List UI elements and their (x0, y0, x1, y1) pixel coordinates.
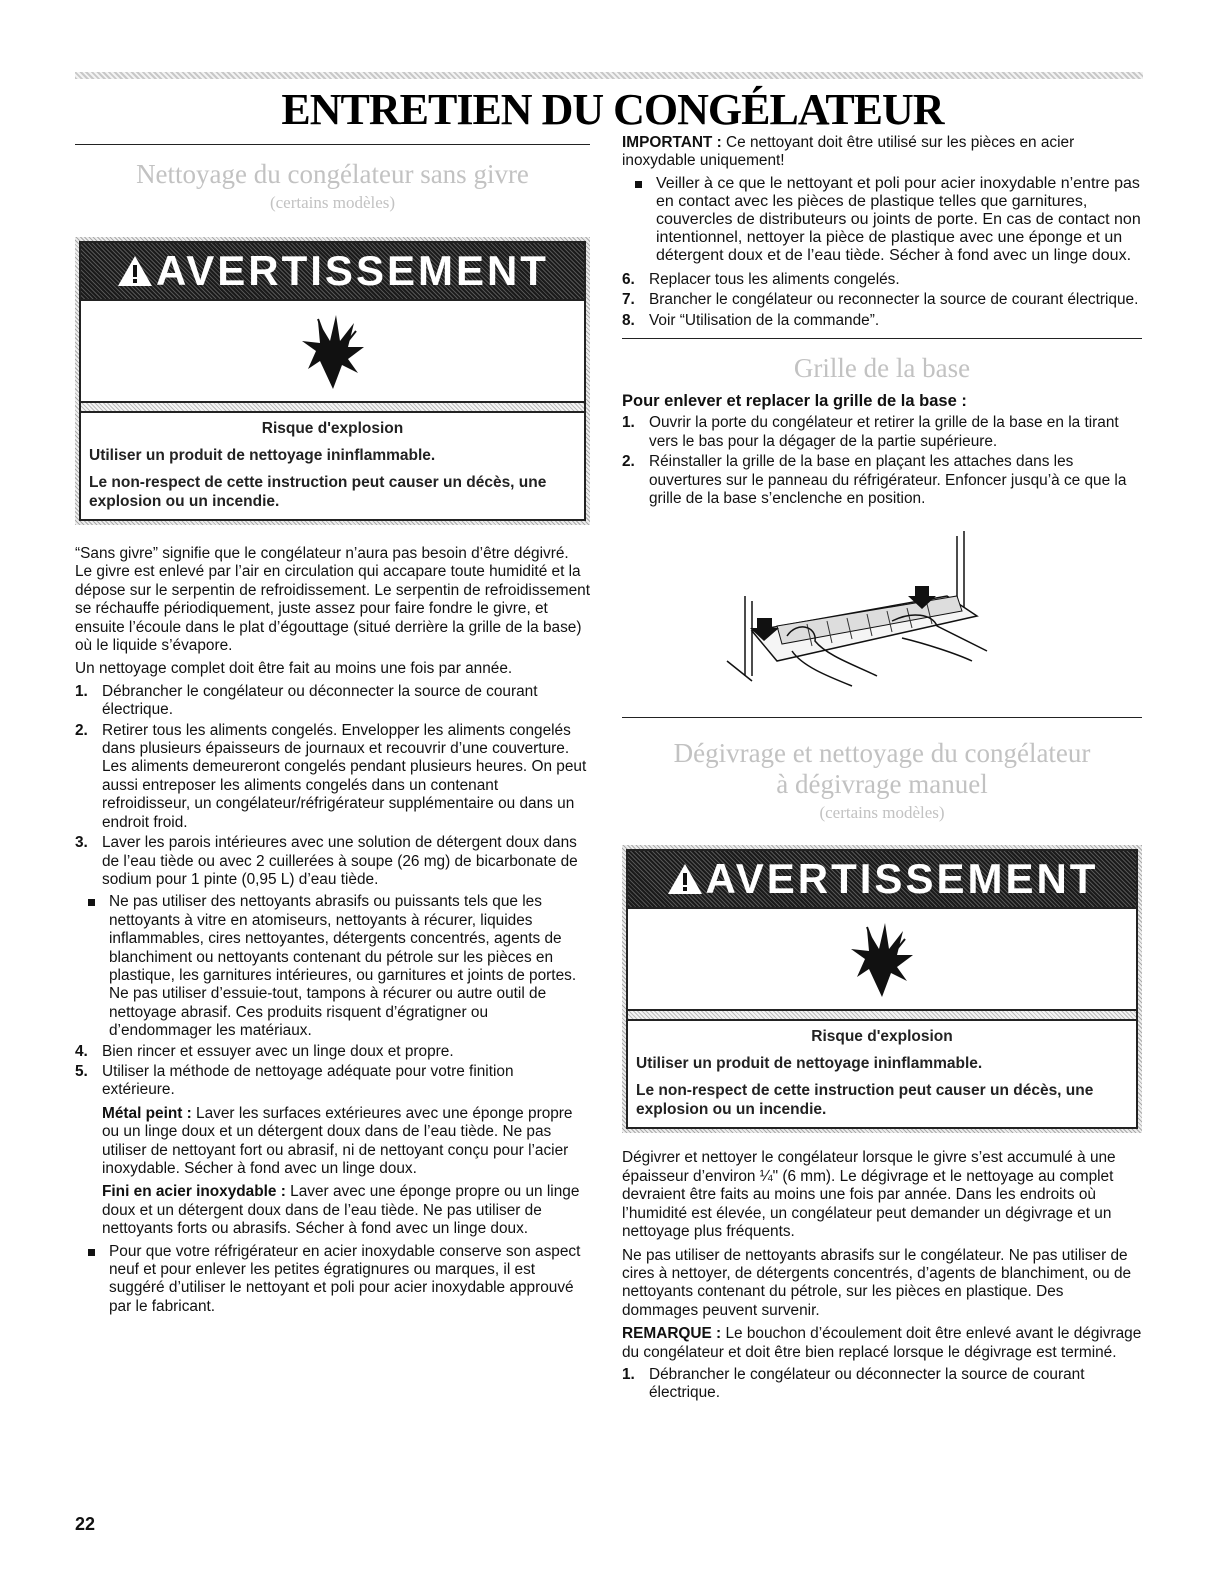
section-title-degivrage: Dégivrage et nettoyage du congélateur à dégivrage manuel (673, 738, 1091, 800)
section-rule (622, 717, 1142, 718)
section-title-grille: Grille de la base (793, 353, 971, 384)
grille-steps (622, 414, 1142, 508)
bullet-square-icon (88, 899, 95, 906)
section-rule (75, 144, 590, 145)
warning-line-1: Utiliser un produit de nettoyage ininflammable. (636, 1055, 983, 1073)
warning-title: AVERTISSEMENT (705, 855, 1099, 903)
bullet-item: Ne pas utiliser des nettoyants abrasifs ou puissants tels que les nettoyants à vitre en atomiseurs, nettoyants à récurer, liquides inflammables, cires nettoyantes, détergents concentrés, agents de blanchiment ou nettoyants contenant du pétrole sur les pièces en plastique, les garnitures intérieures, ou garnitures et joints de portes. Ne pas utiliser d’essuie-tout, tampons à récurer ou autre outil de nettoyage abrasif. Ces produits risquent d’égratigner ou d’endommager les matériaux. (75, 893, 590, 1040)
defrost-paragraph-2: Ne pas utiliser de nettoyants abrasifs sur le congélateur. Ne pas utiliser de cires à nettoyer, de détergents concentrés, d’agents de blanchiment, ou de nettoyants contenant du pétrole, sur les pièces en plastique. Des dommages peuvent survenir. (622, 1246, 1132, 1319)
warning-separator (628, 1009, 1136, 1019)
bullet-square-icon (635, 181, 642, 188)
list-item: 6. Replacer tous les aliments congelés. (622, 270, 900, 288)
list-item: 7. Brancher le congélateur ou reconnecter la source de courant électrique. (622, 291, 1139, 309)
remark-note: REMARQUE : Le bouchon d’écoulement doit être enlevé avant le dégivrage du congélateur et doit être bien replacé lorsque le dégivrage est terminé. (622, 1325, 1142, 1361)
page-number: 22 (75, 1514, 96, 1534)
section-title-sans-givre: Nettoyage du congélateur sans givre (136, 159, 529, 189)
top-rule (75, 72, 1143, 79)
left-column (75, 140, 590, 1316)
warning-triangle-icon (666, 862, 704, 896)
bullet-item: Veiller à ce que le nettoyant et poli pour acier inoxydable n’entre pas en contact avec les pièces de plastique telles que garnitures, couvercles de distributeurs ou joints de porte. En cas de contact non intentionnel, nettoyer la pièce de plastique avec une éponge et un détergent doux et de l’eau tiède. Sécher à fond avec un linge doux. (622, 175, 1142, 265)
list-item: 1. Ouvrir la porte du congélateur et retirer la grille de la base en la tirant vers le bas pour la dégager de la partie supérieure. (622, 414, 1119, 450)
list-item: 2. Retirer tous les aliments congelés. Envelopper les aliments congelés dans plusieurs épaisseurs de journaux et recouvrir d’une couverture. Les aliments demeureront congelés pendant plusieurs heures. On peut aussi entreposer les aliments congelés dans un contenant refroidisseur, un congélateur/réfrigérateur supplémentaire ou dans un endroit froid. (75, 721, 587, 831)
warning-header (628, 851, 1136, 909)
final-steps (622, 271, 1142, 330)
defrost-paragraph-1: Dégivrer et nettoyer le congélateur lorsque le givre s’est accumulé à une épaisseur d’environ ¼" (6 mm). Le dégivrage et le nettoyage au complet devraient être faits au moins une fois par année. Dans les endroits où l’humidité est élevée, un congélateur peut demander un dégivrage et un nettoyage plus fréquents. (622, 1149, 1116, 1241)
section-subtitle: (certains modèles) (269, 193, 396, 212)
list-item: 3. Laver les parois intérieures avec une solution de détergent doux dans de l’eau tiède ou avec 2 cuillerées à soupe (26 mg) de bicarbonate de sodium pour 1 pinte (0,95 L) d’eau tiède. Ne pas utiliser des nettoyants abrasifs ou puissants tels que les nettoyants à vitre en atomiseurs, nettoyants à récurer, liquides inflammables, cires nettoyantes, détergents concentrés, agents de blanchiment ou nettoyants contenant du pétrole sur les pièces en plastique, les garnitures intérieures, ou garnitures et joints de portes. Ne pas utiliser d’essuie-tout, tampons à récurer ou autre outil de nettoyage abrasif. Ces produits risquent d’égratigner ou d’endommager les matériaux. (75, 834, 590, 1040)
list-item: 1. Débrancher le congélateur ou déconnecter la source de courant électrique. (75, 682, 538, 719)
list-item: 1. Débrancher le congélateur ou déconnecter la source de courant électrique. (622, 1365, 1085, 1402)
intro-paragraph-2: Un nettoyage complet doit être fait au moins une fois par année. (75, 660, 513, 678)
list-item: 4. Bien rincer et essuyer avec un linge doux et propre. (75, 1042, 454, 1060)
warning-hazard: Risque d'explosion (261, 420, 404, 437)
inox-note: Fini en acier inoxydable : Laver avec une éponge propre ou un linge doux et un détergent doux dans de l’eau tiède. Ne pas utiliser de nettoyants forts ou abrasifs. Sécher à fond avec un linge doux. (102, 1183, 580, 1238)
cleaning-steps (75, 683, 590, 1316)
warning-hazard: Risque d'explosion (811, 1028, 953, 1046)
warning-box (75, 237, 590, 525)
bullet-item: Pour que votre réfrigérateur en acier inoxydable conserve son aspect neuf et pour enlever les petites égratignures ou marques, il est suggéré d’utiliser le nettoyant et poli pour acier inoxydable approuvé par le fabricant. (75, 1243, 590, 1317)
page-title: ENTRETIEN DU CONGÉLATEUR (281, 85, 944, 134)
defrost-steps (622, 1366, 1142, 1403)
list-item: 8. Voir “Utilisation de la commande”. (622, 311, 880, 329)
list-item: 2. Réinstaller la grille de la base en plaçant les attaches dans les ouvertures sur le panneau du réfrigérateur. Enfoncer jusqu’à ce que la grille de la base s’enclenche en position. (622, 453, 1127, 508)
bullet-square-icon (88, 1249, 95, 1256)
explosion-icon (81, 301, 584, 401)
right-column (622, 134, 1142, 1403)
warning-line-2: Le non-respect de cette instruction peut causer un décès, une explosion ou un incendie. (89, 474, 547, 510)
warning-line-2: Le non-respect de cette instruction peut causer un décès, une explosion ou un incendie. (636, 1082, 1094, 1119)
explosion-icon (628, 909, 1136, 1009)
list-item: 5. Utiliser la méthode de nettoyage adéquate pour votre finition extérieure. Métal peint : Laver les surfaces extérieures avec une éponge propre ou un linge doux et un détergent doux dans de l’eau tiède. Ne pas utiliser de nettoyant fort ou abrasif, ni de nettoyant conçu pour l’acier inoxydable. Sécher à fond avec un linge doux. Fini en acier inoxydable : Laver avec une éponge propre ou un linge doux et un détergent doux dans de l’eau tiède. Ne pas utiliser de nettoyants forts ou abrasifs. Sécher à fond avec un linge doux. Pour que votre réfrigérateur en acier inoxydable conserve son aspect neuf et pour enlever les petites égratignures ou marques, il est suggéré d’utiliser le nettoyant et poli pour acier inoxydable approuvé par le fabricant. (75, 1063, 590, 1316)
warning-line-1: Utiliser un produit de nettoyage ininflammable. (89, 447, 436, 464)
warning-title: AVERTISSEMENT (156, 247, 549, 294)
warning-box (622, 845, 1142, 1133)
warning-separator (81, 401, 584, 411)
base-grille-illustration (717, 526, 1017, 696)
section-rule (622, 338, 1142, 339)
warning-triangle-icon (116, 254, 154, 288)
important-note: IMPORTANT : Ce nettoyant doit être utilisé sur les pièces en acier inoxydable uniquement! (622, 134, 1075, 170)
section-subtitle: (certains modèles) (819, 803, 945, 823)
metal-note: Métal peint : Laver les surfaces extérieures avec une éponge propre ou un linge doux et un détergent doux dans de l’eau tiède. Ne pas utiliser de nettoyant fort ou abrasif, ni de nettoyant conçu pour l’acier inoxydable. Sécher à fond avec un linge doux. (102, 1104, 573, 1177)
warning-header (81, 243, 584, 301)
intro-paragraph: “Sans givre” signifie que le congélateur n’aura pas besoin d’être dégivré. Le givre est enlevé par l’air en circulation qui accapare toute humidité et la dépose sur le serpentin de refroidissement. Le serpentin de refroidissement se réchauffe périodiquement, juste assez pour faire fondre le givre, et ensuite l’écoule dans le plat d’égouttage (situé derrière la grille de la base) où le liquide s’évapore. (75, 545, 591, 655)
grille-heading: Pour enlever et replacer la grille de la base : (622, 392, 967, 411)
